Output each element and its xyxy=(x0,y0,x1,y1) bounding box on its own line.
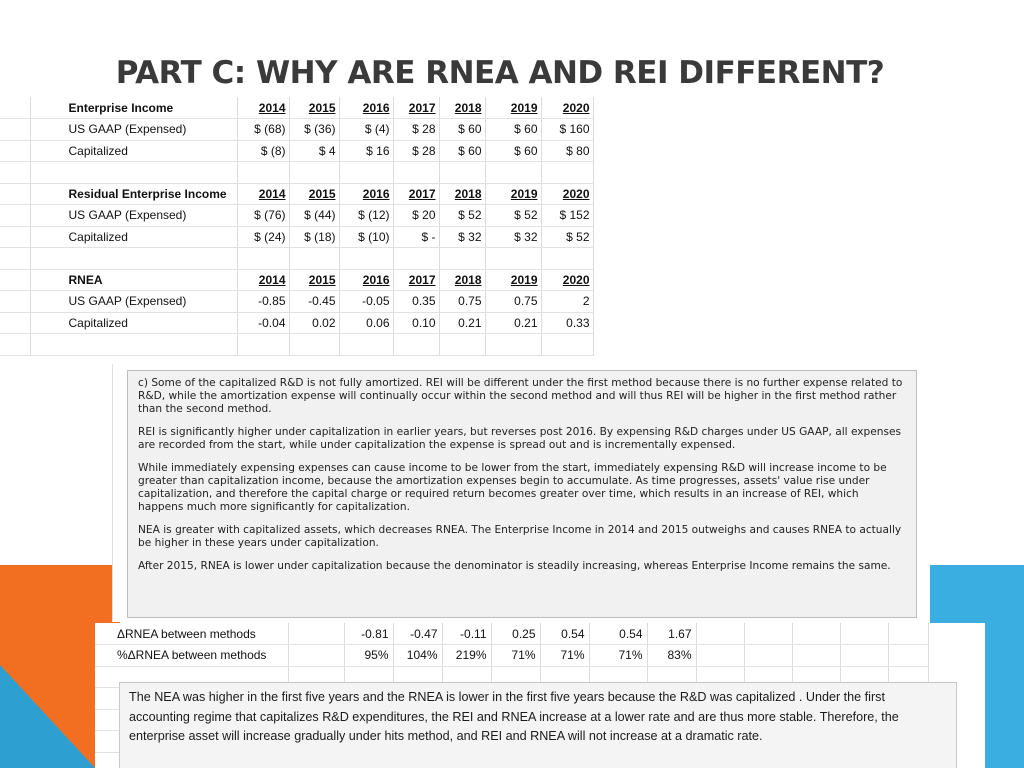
year-cell: 2020 xyxy=(541,269,593,291)
value-cell: $ (44) xyxy=(289,205,339,227)
value-cell: 2 xyxy=(541,291,593,313)
value-cell: $ (8) xyxy=(237,140,289,162)
value-cell: $ 60 xyxy=(485,140,541,162)
year-cell: 2018 xyxy=(439,183,485,205)
value-cell: $ 32 xyxy=(439,226,485,248)
value-cell: $ 52 xyxy=(485,205,541,227)
value-cell: 71% xyxy=(540,645,589,667)
value-cell: 219% xyxy=(442,645,491,667)
value-cell: 0.25 xyxy=(491,623,540,645)
financial-table-image xyxy=(0,97,638,361)
paragraph: While immediately expensing expenses can cause income to be lower from the start, immediately expensing R&D will increase income to be greater than capitalization income, because the amortization expenses begin to accumulate. As time progresses, assets' value rise under capitalization, and therefore the capital charge or required return becomes greater over time, which results in an increase of REI, which happens much more significantly for capitalization. xyxy=(138,462,887,513)
year-cell: 2014 xyxy=(237,269,289,291)
year-cell: 2019 xyxy=(485,183,541,205)
row-label: %ΔRNEA between methods xyxy=(95,645,288,667)
empty-row xyxy=(0,162,593,184)
value-cell: -0.47 xyxy=(393,623,442,645)
value-cell: 0.75 xyxy=(485,291,541,313)
year-cell: 2015 xyxy=(289,97,339,119)
value-cell: 0.35 xyxy=(393,291,439,313)
year-cell: 2019 xyxy=(485,97,541,119)
table-row xyxy=(95,645,928,667)
value-cell: $ 60 xyxy=(485,119,541,141)
value-cell: 0.10 xyxy=(393,312,439,334)
explanation-image xyxy=(112,364,930,622)
paragraph: After 2015, RNEA is lower under capitalization because the denominator is steadily increasing, whereas Enterprise Income remains the same. xyxy=(138,560,891,572)
value-cell: $ (36) xyxy=(289,119,339,141)
year-cell: 2016 xyxy=(339,183,393,205)
value-cell: 71% xyxy=(589,645,647,667)
value-cell: 0.02 xyxy=(289,312,339,334)
table-row xyxy=(95,623,928,645)
year-cell: 2016 xyxy=(339,269,393,291)
year-cell: 2017 xyxy=(393,183,439,205)
value-cell: $ 52 xyxy=(439,205,485,227)
value-cell: 95% xyxy=(344,645,393,667)
value-cell: -0.05 xyxy=(339,291,393,313)
section-header-row xyxy=(0,269,593,291)
value-cell: 0.54 xyxy=(589,623,647,645)
value-cell: $ 60 xyxy=(439,140,485,162)
section-header: RNEA xyxy=(30,269,237,291)
year-cell: 2018 xyxy=(439,269,485,291)
value-cell: 0.06 xyxy=(339,312,393,334)
year-cell: 2017 xyxy=(393,97,439,119)
empty-row xyxy=(0,334,593,356)
value-cell: 0.21 xyxy=(485,312,541,334)
value-cell: 1.67 xyxy=(647,623,696,645)
financial-table xyxy=(0,97,594,356)
value-cell: 0.75 xyxy=(439,291,485,313)
year-cell: 2017 xyxy=(393,269,439,291)
value-cell: $ 52 xyxy=(541,226,593,248)
table-row xyxy=(0,140,593,162)
table-row xyxy=(0,226,593,248)
row-label: US GAAP (Expensed) xyxy=(30,205,237,227)
year-cell: 2014 xyxy=(237,97,289,119)
paragraph: REI is significantly higher under capitalization in earlier years, but reverses post 2016. By expensing R&D charges under US GAAP, all expenses are recorded from the start, while under capitalization the expense is spread out and is incrementally expensed. xyxy=(138,426,902,451)
table-row xyxy=(0,312,593,334)
value-cell: $ 160 xyxy=(541,119,593,141)
table-row xyxy=(0,205,593,227)
value-cell: $ (4) xyxy=(339,119,393,141)
value-cell: $ 80 xyxy=(541,140,593,162)
value-cell: 104% xyxy=(393,645,442,667)
value-cell: $ 16 xyxy=(339,140,393,162)
table-row xyxy=(0,291,593,313)
year-cell: 2020 xyxy=(541,97,593,119)
value-cell: $ (68) xyxy=(237,119,289,141)
paragraph: NEA is greater with capitalized assets, which decreases RNEA. The Enterprise Income in 2014 and 2015 outweighs and causes RNEA to actually be higher in these years under capitalization. xyxy=(138,524,902,549)
row-label: Capitalized xyxy=(30,140,237,162)
value-cell: -0.11 xyxy=(442,623,491,645)
row-label: ΔRNEA between methods xyxy=(95,623,288,645)
section-header-row xyxy=(0,183,593,205)
value-cell: -0.85 xyxy=(237,291,289,313)
row-label: Capitalized xyxy=(30,226,237,248)
section-header: Enterprise Income xyxy=(30,97,237,119)
value-cell: 0.21 xyxy=(439,312,485,334)
value-cell: $ 60 xyxy=(439,119,485,141)
value-cell: 83% xyxy=(647,645,696,667)
value-cell: $ (10) xyxy=(339,226,393,248)
row-label: Capitalized xyxy=(30,312,237,334)
value-cell: $ (12) xyxy=(339,205,393,227)
decorative-blue-triangle xyxy=(0,665,95,768)
year-cell: 2020 xyxy=(541,183,593,205)
table-row xyxy=(0,119,593,141)
value-cell: $ 32 xyxy=(485,226,541,248)
empty-row xyxy=(0,248,593,270)
value-cell: 0.54 xyxy=(540,623,589,645)
value-cell: $ 152 xyxy=(541,205,593,227)
year-cell: 2014 xyxy=(237,183,289,205)
explanation-text-box xyxy=(127,370,917,618)
value-cell: $ (18) xyxy=(289,226,339,248)
value-cell: $ (24) xyxy=(237,226,289,248)
conclusion-text-box: The NEA was higher in the first five years and the RNEA is lower in the first five years because the R&D was capitalized . Under the first accounting regime that capitalizes R&D expenditures, the REI and RNEA increase at a lower rate and are thus more stable. Therefore, the enterprise asset will increase gradually under hits method, and REI and RNEA will not increase at a dramatic rate. xyxy=(119,682,957,768)
value-cell: -0.45 xyxy=(289,291,339,313)
section-header-row xyxy=(0,97,593,119)
rnea-difference-image xyxy=(95,623,985,768)
value-cell: $ 28 xyxy=(393,119,439,141)
section-header: Residual Enterprise Income xyxy=(30,183,237,205)
row-label: US GAAP (Expensed) xyxy=(30,291,237,313)
year-cell: 2016 xyxy=(339,97,393,119)
value-cell: -0.04 xyxy=(237,312,289,334)
value-cell: -0.81 xyxy=(344,623,393,645)
year-cell: 2018 xyxy=(439,97,485,119)
year-cell: 2015 xyxy=(289,269,339,291)
year-cell: 2015 xyxy=(289,183,339,205)
value-cell: 71% xyxy=(491,645,540,667)
value-cell: $ (76) xyxy=(237,205,289,227)
value-cell: $ - xyxy=(393,226,439,248)
value-cell: $ 4 xyxy=(289,140,339,162)
paragraph: c) Some of the capitalized R&D is not fully amortized. REI will be different under the first method because there is no further expense related to R&D, while the amortization expense will continually occur within the second method and will thus REI will be higher in the first method rather than the second method. xyxy=(138,377,903,415)
slide-title: PART C: WHY ARE RNEA AND REI DIFFERENT? xyxy=(115,55,885,91)
year-cell: 2019 xyxy=(485,269,541,291)
row-label: US GAAP (Expensed) xyxy=(30,119,237,141)
value-cell: 0.33 xyxy=(541,312,593,334)
value-cell: $ 28 xyxy=(393,140,439,162)
value-cell: $ 20 xyxy=(393,205,439,227)
